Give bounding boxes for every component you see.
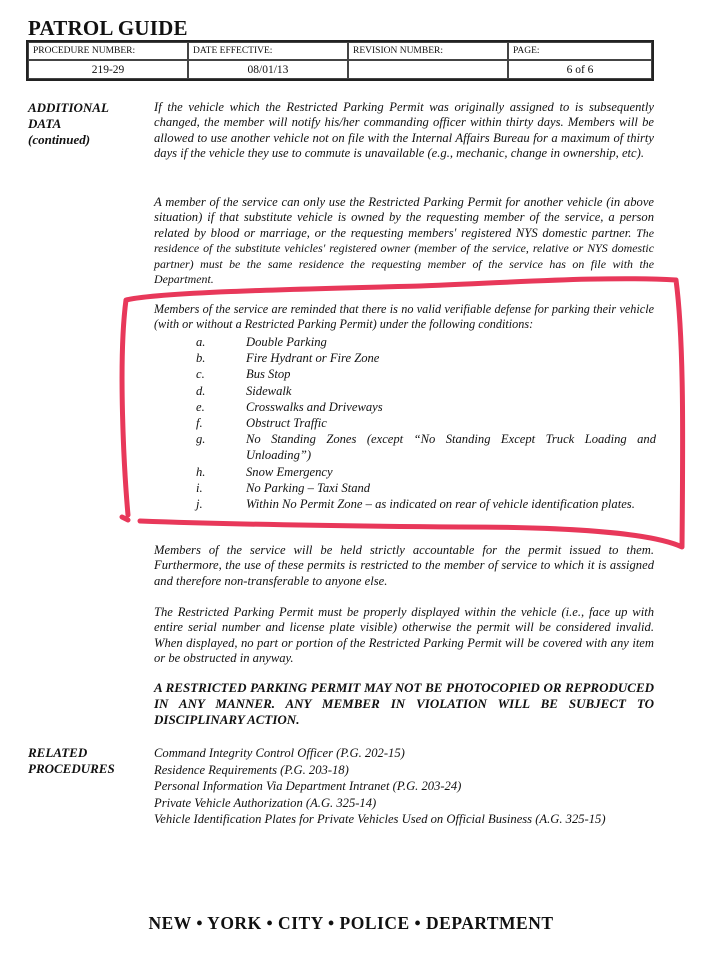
department-footer: NEW • YORK • CITY • POLICE • DEPARTMENT bbox=[148, 913, 554, 933]
paragraph-vehicle-change: If the vehicle which the Restricted Parking Permit was originally assigned to is subsequently changed, the member will notify his/her commanding officer within thirty days. Members will be allowed to use another vehicle not on file with the Internal Affairs Bureau for a maximum of thirty days if the vehicle they use to commute is unavailable (e.g., mechanic, change in ownership, etc). bbox=[154, 100, 654, 161]
substitute-vehicle-residence-text: The residence of the substitute vehicles' registered owner (member of the service, relative or NYS domestic partner) must be the same residence the requesting member of the service has on file with the Department. bbox=[154, 225, 655, 287]
date-effective-value: 08/01/13 bbox=[188, 60, 348, 79]
list-item: Residence Requirements (P.G. 203-18) bbox=[154, 762, 349, 777]
list-item: Vehicle Identification Plates for Private Vehicles Used on Official Business (A.G. 325-15) bbox=[154, 812, 606, 826]
document-title: PATROL GUIDE bbox=[28, 16, 188, 40]
list-item: h. Snow Emergency bbox=[196, 464, 333, 479]
procedure-number-value: 219-29 bbox=[28, 60, 188, 79]
list-item: c. Bus Stop bbox=[196, 367, 291, 382]
list-item: Private Vehicle Authorization (A.G. 325-14) bbox=[154, 795, 377, 810]
parking-conditions-list bbox=[196, 334, 656, 512]
procedure-number-label: PROCEDURE NUMBER: bbox=[28, 42, 188, 60]
list-item: i. No Parking – Taxi Stand bbox=[196, 480, 371, 495]
list-item: Command Integrity Control Officer (P.G. 202-15) bbox=[154, 746, 405, 760]
revision-number-label: REVISION NUMBER: bbox=[348, 42, 508, 60]
related-procedures-list bbox=[154, 745, 606, 828]
list-item: f. Obstruct Traffic bbox=[196, 416, 327, 431]
list-item: a. Double Parking bbox=[196, 335, 327, 349]
procedure-header-table bbox=[26, 40, 654, 81]
list-item: b. Fire Hydrant or Fire Zone bbox=[196, 351, 380, 366]
reminder-intro: Members of the service are reminded that there is no valid verifiable defense for parking their vehicle (with or without a Restricted Parking Permit) under the following conditions: bbox=[154, 302, 654, 332]
paragraph-accountability: Members of the service will be held strictly accountable for the permit issued to them. Furthermore, the use of these permits is restricted to the member of service to which it is assigned and therefore non-transferable to anyone else. bbox=[154, 543, 654, 588]
substitute-vehicle-text: A member of the service can only use the Restricted Parking Permit for another vehicle (in above situation) if that substitute vehicle is owned by the requesting member of the service, a person related by blood or marriage, or the requesting members' registered NYS domestic partner. bbox=[154, 195, 654, 240]
list-item: j. Within No Permit Zone – as indicated on rear of vehicle identification plates. bbox=[196, 497, 635, 512]
paragraph-substitute-vehicle bbox=[154, 195, 654, 287]
additional-data-label: ADDITIONAL DATA (continued) bbox=[28, 100, 109, 147]
list-item: g. No Standing Zones (except “No Standing Except Truck Loading and Unloading”) bbox=[196, 432, 656, 463]
list-item: e. Crosswalks and Driveways bbox=[196, 399, 383, 414]
page-value: 6 of 6 bbox=[508, 60, 652, 79]
paragraph-permit-display: The Restricted Parking Permit must be properly displayed within the vehicle (i.e., face up with entire serial number and license plate visible) otherwise the permit will be considered invalid. When displayed, no part or portion of the Restricted Parking Permit will be covered with any item or be obstructed in anyway. bbox=[154, 605, 654, 666]
revision-number-value bbox=[348, 60, 508, 79]
list-item: d. Sidewalk bbox=[196, 383, 292, 398]
date-effective-label: DATE EFFECTIVE: bbox=[188, 42, 348, 60]
photocopy-warning: A RESTRICTED PARKING PERMIT MAY NOT BE PHOTOCOPIED OR REPRODUCED IN ANY MANNER. ANY MEMBER IN VIOLATION WILL BE SUBJECT TO DISCIPLINARY ACTION. bbox=[154, 680, 654, 727]
page-label: PAGE: bbox=[508, 42, 652, 60]
related-procedures-label: RELATED PROCEDURES bbox=[28, 745, 115, 776]
list-item: Personal Information Via Department Intranet (P.G. 203-24) bbox=[154, 779, 462, 793]
